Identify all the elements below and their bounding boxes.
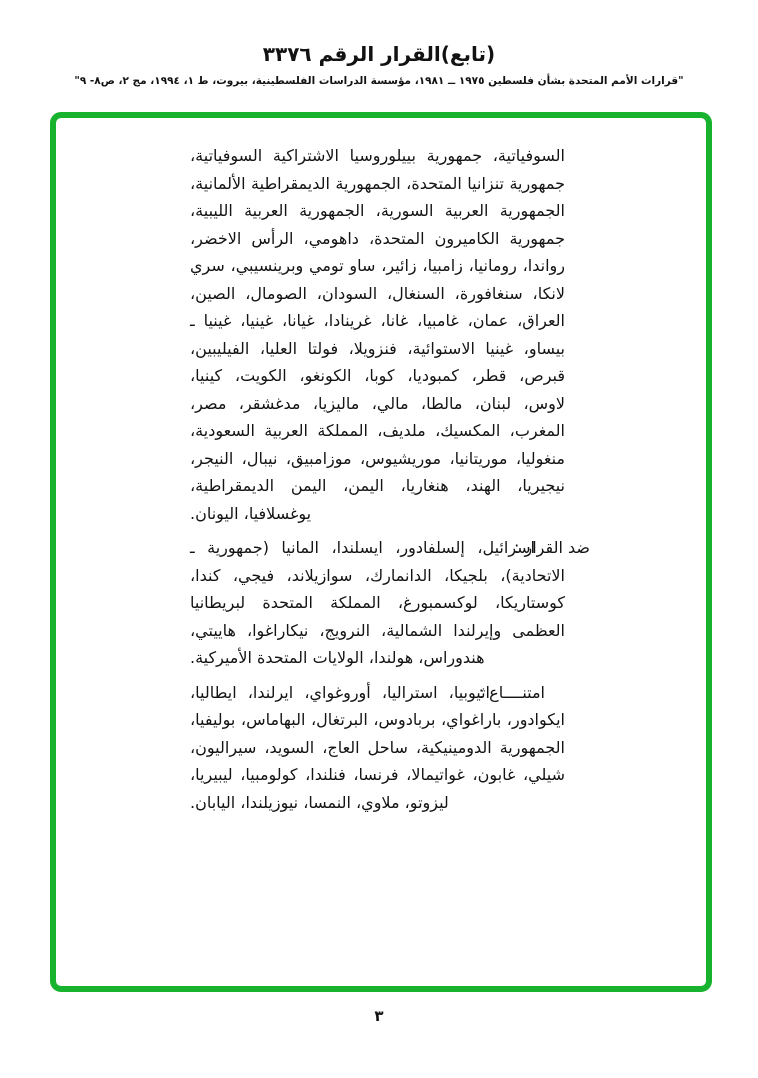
- against-label: ضد القرار :: [514, 538, 590, 557]
- abstention-paragraph: [190, 679, 620, 817]
- vote-for-continuation-paragraph: [190, 142, 620, 527]
- page-header: [0, 42, 758, 87]
- resolution-text-block: [190, 142, 620, 823]
- page-number: ٣: [374, 1007, 384, 1025]
- content-border-box: [50, 112, 712, 992]
- page-footer: [0, 1006, 758, 1025]
- paragraph-text: السوفياتية، جمهورية بييلوروسيا الاشتراكية السوفياتية، جمهورية تنزانيا المتحدة، الجمهورية الديمقراطية الألمانية، الجمهورية العربية السورية، الجمهورية العربية الليبية، جمهورية الكاميرون المتحدة، داهومي، الرأس الاخضر، رواندا، رومانيا، زامبيا، زائير، ساو تومي وبرينسيبي، سري لانكا، سنغافورة، السنغال، السودان، الصومال، الصين، العراق، عمان، غامبيا، غانا، غرينادا، غيانا، غينيا، غينيا ـ بيساو، غينيا الاستوائية، فنزويلا، فولتا العليا، الفيليبين، قبرص، قطر، كمبوديا، كوبا، الكونغو، الكويت، كينيا، لاوس، لبنان، مالطا، مالي، ماليزيا، مدغشقر، مصر، المغرب، المكسيك، ملديف، المملكة العربية السعودية، منغوليا، موريتانيا، موريشيوس، موزامبيق، نيبال، النيجر، نيجيريا، الهند، هنغاريا، اليمن، اليمن الديمقراطية، يوغسلافيا، اليونان.: [190, 146, 565, 523]
- paragraph-text: اسرائيل، إلسلفادور، ايسلندا، المانيا (جمهورية ـ الاتحادية)، بلجيكا، الدانمارك، سوازيلاند، فيجي، كندا، كوستاريكا، لوكسمبورغ، المملكة المتحدة لبريطانيا العظمى وإيرلندا الشمالية، النرويج، نيكاراغوا، هاييتي، هندوراس، هولندا، الولايات المتحدة الأميركية.: [190, 538, 565, 667]
- paragraph-text: اثيوبيا، استراليا، أوروغواي، ايرلندا، ايطاليا، ايكوادور، باراغواي، بربادوس، البرتغال، البهاماس، بوليفيا، الجمهورية الدومينيكية، ساحل العاج، السويد، سيراليون، شيلي، غابون، غواتيمالا، فرنسا، فنلندا، كولومبيا، ليبيريا، ليزوتو، ملاوي، النمسا، نيوزيلندا، اليابان.: [190, 682, 565, 812]
- source-citation: "قرارات الأمم المتحدة بشأن فلسطين ١٩٧٥ ــ ١٩٨١، مؤسسة الدراسات الفلسطينية، بيروت، ط ١، ١٩٩٤، مج ٢، ص٨- ٩": [74, 75, 684, 87]
- vote-against-paragraph: [190, 534, 620, 672]
- resolution-title: (تابع)القرار الرقم ٣٣٧٦: [262, 42, 496, 66]
- abstention-label: امتنــــاع :: [478, 682, 545, 702]
